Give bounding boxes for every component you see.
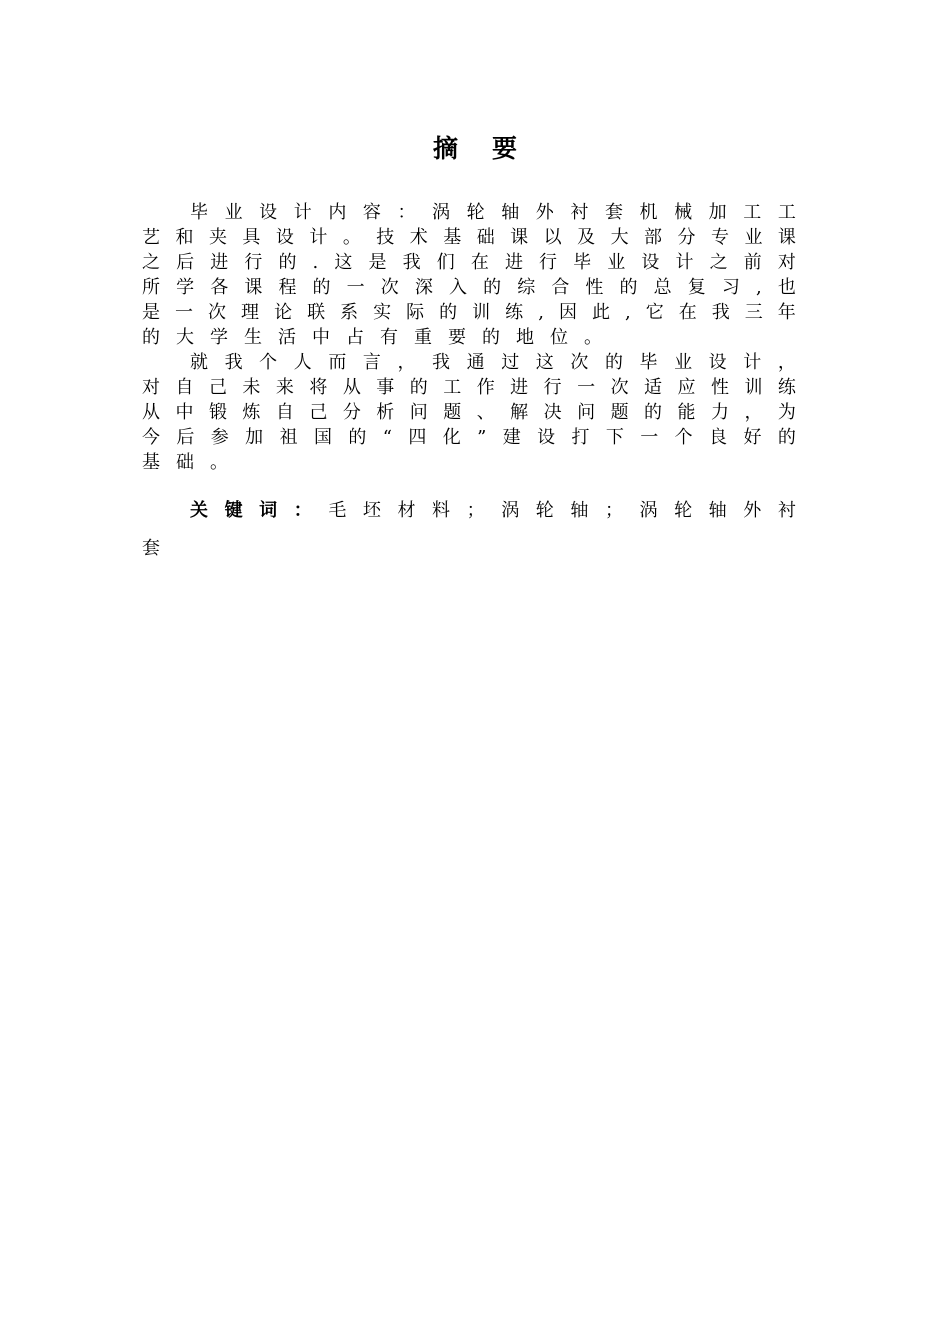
text-char: 加	[708, 202, 727, 223]
text-char: 设	[537, 427, 556, 448]
text-char: 次	[380, 277, 399, 298]
text-char: 一	[175, 302, 194, 323]
text-char: 技	[376, 227, 395, 248]
text-char: 之	[142, 252, 160, 273]
text-char: 后	[176, 252, 195, 273]
text-char: 。	[342, 227, 361, 248]
keywords-value-char: 轮	[535, 500, 554, 521]
text-char: 合	[551, 277, 570, 298]
text-char: 的	[777, 427, 796, 448]
text-char: ,	[538, 302, 544, 323]
text-char: 业	[744, 227, 763, 248]
text-char: 具	[242, 227, 261, 248]
text-char: 和	[175, 227, 194, 248]
text-char: 计	[293, 202, 312, 223]
text-char: 重	[414, 327, 432, 348]
text-char: 进	[510, 377, 529, 398]
text-char: 性	[710, 377, 729, 398]
text-char: 未	[242, 377, 261, 398]
keywords-line	[142, 498, 796, 523]
text-char: 。	[584, 327, 602, 348]
text-char: 设	[641, 252, 660, 273]
text-char: 对	[142, 377, 160, 398]
text-char: 的	[142, 327, 160, 348]
text-char: 毕	[573, 252, 592, 273]
text-char: 容	[362, 202, 381, 223]
keywords-value-char: 衬	[777, 500, 796, 521]
text-char: 术	[409, 227, 428, 248]
text-char: 作	[476, 377, 495, 398]
paragraph1-line	[142, 325, 796, 350]
text-char: 进	[210, 252, 229, 273]
text-char: 我	[402, 252, 421, 273]
text-char: 一	[640, 427, 659, 448]
text-char: 从	[142, 402, 160, 423]
text-char: “	[382, 427, 392, 448]
text-char: 训	[472, 302, 491, 323]
paragraph2-line	[142, 425, 796, 450]
text-char: 四	[408, 427, 427, 448]
text-char: 此	[591, 302, 610, 323]
text-char: 部	[644, 227, 663, 248]
keywords-value-char: 轮	[674, 500, 693, 521]
text-char: 计	[675, 252, 694, 273]
text-char: 的	[439, 302, 458, 323]
text-char: 适	[644, 377, 663, 398]
text-char: 的	[482, 327, 500, 348]
keywords-value-char: ；	[604, 500, 623, 521]
text-char: 入	[448, 277, 467, 298]
text-char: 的	[348, 427, 367, 448]
text-char: ,	[755, 277, 762, 298]
title-char-2: 要	[492, 134, 518, 163]
text-char: 在	[678, 302, 697, 323]
text-char: 它	[645, 302, 664, 323]
text-char: ”	[477, 427, 487, 448]
text-char: 占	[346, 327, 364, 348]
text-char: 解	[510, 402, 529, 423]
text-char: 析	[376, 402, 395, 423]
text-char: 实	[373, 302, 392, 323]
text-char: ，	[397, 352, 416, 373]
keywords-value-char: 轴	[570, 500, 589, 521]
text-char: 我	[711, 302, 730, 323]
keywords-value-char: 外	[743, 500, 762, 521]
paragraph2-line	[142, 350, 796, 375]
text-char: 所	[142, 277, 160, 298]
text-char: 复	[687, 277, 706, 298]
text-char: 设	[259, 202, 278, 223]
text-char: 套	[604, 202, 623, 223]
text-char: 是	[142, 302, 160, 323]
keywords-label-char: ：	[293, 500, 312, 521]
text-char: 毕	[639, 352, 658, 373]
text-char: 衬	[570, 202, 589, 223]
text-char: 工	[743, 202, 762, 223]
text-char: 们	[436, 252, 455, 273]
text-char: 自	[175, 377, 194, 398]
text-char: 对	[777, 252, 796, 273]
text-char: 打	[571, 427, 590, 448]
text-char: 工	[443, 377, 462, 398]
text-char: 就	[190, 352, 208, 373]
text-char: 在	[470, 252, 489, 273]
text-char: 年	[777, 302, 796, 323]
text-char: 、	[476, 402, 495, 423]
text-char: 分	[342, 402, 361, 423]
abstract-title	[0, 132, 950, 166]
text-char: 前	[743, 252, 762, 273]
text-char: 过	[501, 352, 520, 373]
text-char: 轴	[501, 202, 520, 223]
text-char: 大	[610, 227, 629, 248]
text-char: 事	[376, 377, 395, 398]
text-char: 深	[414, 277, 433, 298]
text-char: 而	[328, 352, 347, 373]
text-char: 的	[483, 277, 502, 298]
text-char: 有	[380, 327, 398, 348]
text-char: 训	[744, 377, 763, 398]
text-char: 的	[409, 377, 428, 398]
text-char: 是	[368, 252, 387, 273]
text-char: 良	[709, 427, 728, 448]
text-char: 位	[550, 327, 568, 348]
text-char: 为	[777, 402, 796, 423]
text-char: 要	[448, 327, 466, 348]
title-char-1: 摘	[432, 134, 458, 163]
text-char: 应	[677, 377, 696, 398]
keywords-label-char: 词	[259, 500, 278, 521]
text-char: 活	[278, 327, 296, 348]
text-char: 分	[677, 227, 696, 248]
text-char: 及	[577, 227, 596, 248]
text-char: 地	[516, 327, 534, 348]
text-char: 专	[710, 227, 729, 248]
text-char: 毕	[190, 202, 208, 223]
text-char: 己	[309, 402, 328, 423]
paragraph1-line	[142, 300, 796, 325]
text-char: 力	[710, 402, 729, 423]
text-char: 以	[543, 227, 562, 248]
text-char: 联	[307, 302, 326, 323]
text-char: 言	[362, 352, 381, 373]
text-char: 械	[674, 202, 693, 223]
text-char: 己	[208, 377, 227, 398]
text-char: 题	[443, 402, 462, 423]
text-char: 之	[709, 252, 728, 273]
text-char: 后	[176, 427, 195, 448]
text-char: 习	[721, 277, 740, 298]
text-char: 下	[605, 427, 624, 448]
text-char: 我	[224, 352, 243, 373]
text-char: 学	[210, 327, 228, 348]
text-char: 个	[674, 427, 693, 448]
text-char: 计	[743, 352, 762, 373]
text-char: 加	[245, 427, 264, 448]
text-char: 轮	[466, 202, 485, 223]
keywords-label-char: 键	[224, 500, 243, 521]
text-char: 题	[610, 402, 629, 423]
text-char: 我	[432, 352, 451, 373]
keywords-value-char: 料	[432, 500, 451, 521]
text-char: 设	[275, 227, 294, 248]
text-char: 练	[505, 302, 524, 323]
text-char: 能	[677, 402, 696, 423]
text-char: 个	[259, 352, 278, 373]
text-char: 好	[743, 427, 762, 448]
keywords-value-char: 涡	[501, 500, 520, 521]
text-char: 通	[466, 352, 485, 373]
text-char: 涡	[432, 202, 451, 223]
text-char: 际	[406, 302, 425, 323]
text-char: 大	[176, 327, 194, 348]
text-char: 三	[744, 302, 763, 323]
text-char: 外	[535, 202, 554, 223]
paragraph2-line	[142, 400, 796, 425]
keywords-label-char: 关	[190, 500, 208, 521]
text-char: 的	[604, 352, 623, 373]
text-char: 问	[577, 402, 596, 423]
text-char: 这	[535, 352, 554, 373]
keywords-continuation: 套	[142, 538, 160, 559]
text-char: 行	[543, 377, 562, 398]
text-char: 中	[312, 327, 330, 348]
text-char: 。	[210, 452, 228, 473]
text-char: 问	[409, 402, 428, 423]
text-char: 进	[504, 252, 523, 273]
text-char: 将	[309, 377, 328, 398]
text-char: 课	[777, 227, 796, 248]
text-char: 的	[278, 252, 297, 273]
text-char: 也	[777, 277, 796, 298]
text-char: 次	[208, 302, 227, 323]
text-char: 炼	[242, 402, 261, 423]
text-char: 行	[539, 252, 558, 273]
text-char: 来	[275, 377, 294, 398]
text-char: ,	[624, 302, 631, 323]
keywords-value-char: 坯	[362, 500, 381, 521]
text-char: 一	[577, 377, 596, 398]
text-char: 各	[210, 277, 229, 298]
text-char: 系	[340, 302, 359, 323]
paragraph2-line	[142, 375, 796, 400]
text-char: 基	[443, 227, 462, 248]
keywords-value-char: 毛	[328, 500, 347, 521]
text-char: 中	[175, 402, 194, 423]
text-char: ，	[744, 402, 763, 423]
text-char: 次	[610, 377, 629, 398]
text-char: 次	[570, 352, 589, 373]
text-char: ，	[777, 352, 796, 373]
text-char: 的	[644, 402, 663, 423]
text-char: 的	[312, 277, 331, 298]
paragraph1-line	[142, 200, 796, 225]
text-char: 学	[176, 277, 195, 298]
text-char: 艺	[142, 227, 160, 248]
text-char: 础	[176, 452, 194, 473]
text-char: 练	[777, 377, 796, 398]
text-char: 业	[224, 202, 243, 223]
text-char: 建	[502, 427, 521, 448]
text-char: 机	[639, 202, 658, 223]
text-char: ：	[397, 202, 416, 223]
text-char: 内	[328, 202, 347, 223]
paragraph1-line	[142, 225, 796, 250]
text-char: 课	[244, 277, 263, 298]
text-char: 的	[619, 277, 638, 298]
text-char: 祖	[279, 427, 298, 448]
text-char: 理	[241, 302, 260, 323]
text-char: 国	[313, 427, 332, 448]
text-char: 论	[274, 302, 293, 323]
text-char: 今	[142, 427, 160, 448]
text-char: 决	[543, 402, 562, 423]
text-char: 参	[210, 427, 229, 448]
text-char: 性	[585, 277, 604, 298]
text-char: 夹	[208, 227, 227, 248]
text-char: 综	[517, 277, 536, 298]
paragraph2-line	[142, 450, 796, 475]
text-char: 从	[342, 377, 361, 398]
keywords-value-char: 涡	[639, 500, 658, 521]
keywords-value-char: 轴	[708, 500, 727, 521]
text-char: .	[312, 252, 319, 273]
keywords-section	[142, 498, 796, 523]
text-char: 人	[293, 352, 312, 373]
text-char: 自	[275, 402, 294, 423]
text-char: 基	[142, 452, 160, 473]
text-char: 锻	[208, 402, 227, 423]
text-char: 计	[309, 227, 328, 248]
abstract-body	[142, 200, 796, 475]
text-char: 课	[510, 227, 529, 248]
text-char: 工	[777, 202, 796, 223]
text-char: 设	[708, 352, 727, 373]
paragraph1-line	[142, 275, 796, 300]
paragraph1-line	[142, 250, 796, 275]
text-char: 因	[558, 302, 577, 323]
text-char: 行	[244, 252, 263, 273]
keywords-value-char: 材	[397, 500, 416, 521]
text-char: 生	[244, 327, 262, 348]
text-char: 础	[476, 227, 495, 248]
text-char: 业	[674, 352, 693, 373]
text-char: 总	[653, 277, 672, 298]
text-char: 这	[334, 252, 353, 273]
text-char: 业	[607, 252, 626, 273]
text-char: 化	[442, 427, 461, 448]
text-char: 程	[278, 277, 297, 298]
keywords-value-char: ；	[466, 500, 485, 521]
text-char: 一	[346, 277, 365, 298]
